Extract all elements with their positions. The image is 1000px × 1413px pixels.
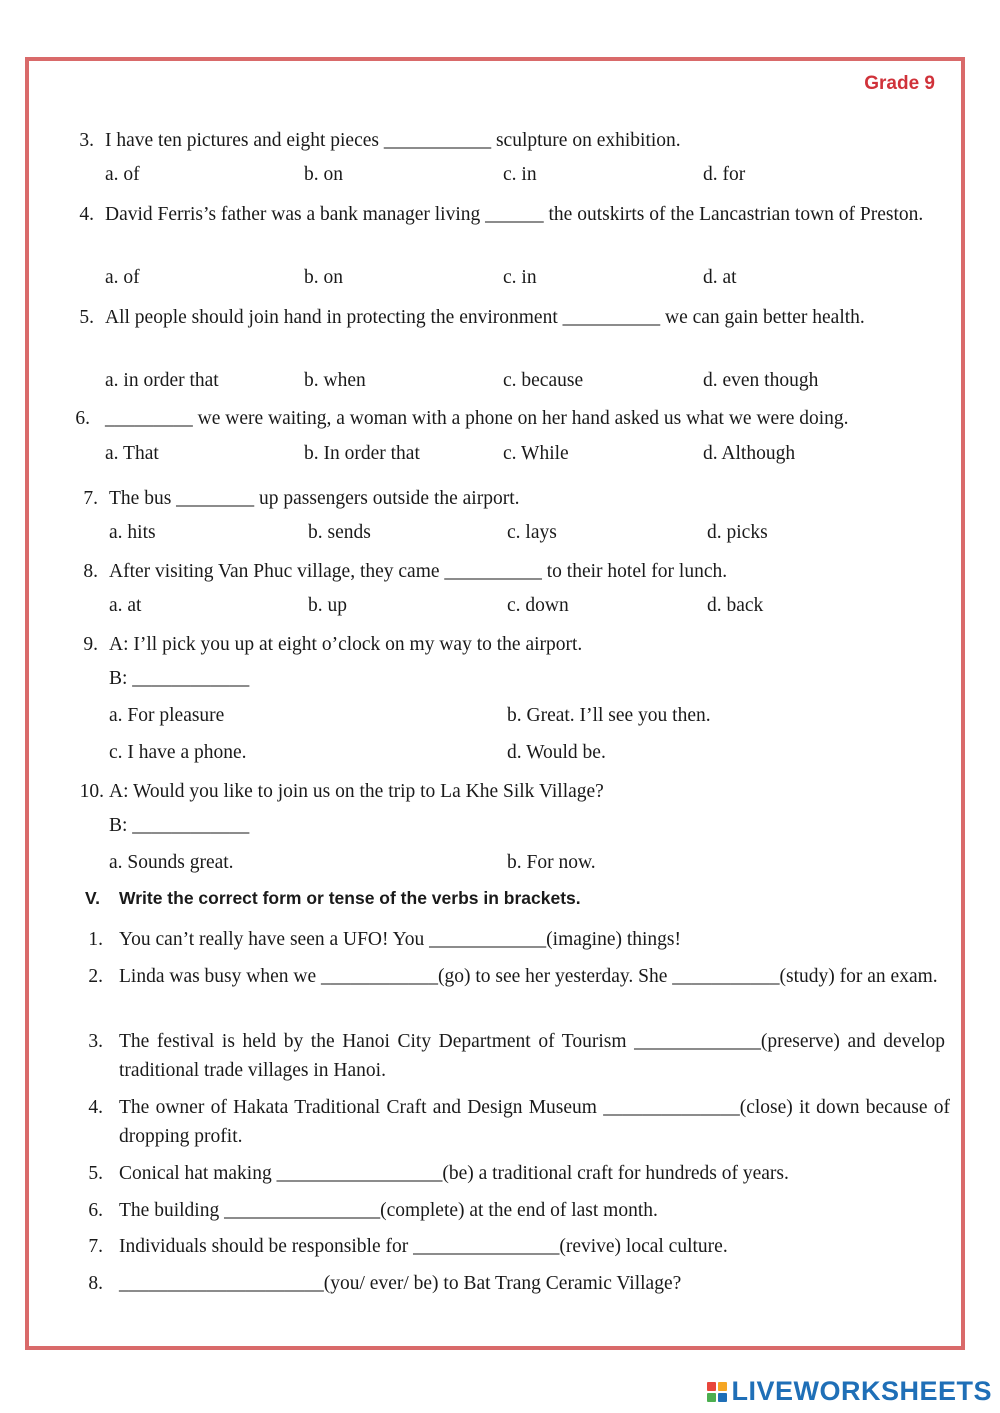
item-text[interactable]: The owner of Hakata Traditional Craft and Design Museum ______________(close) it down because of dropping profit.	[119, 1097, 950, 1147]
option[interactable]: b. For now.	[507, 852, 596, 873]
question-number: 6.	[75, 408, 90, 429]
question-text: A: I’ll pick you up at eight o’clock on my way to the airport.	[109, 634, 583, 655]
page-border	[25, 57, 965, 1350]
option[interactable]: d. at	[703, 267, 737, 288]
item-number: 8.	[88, 1273, 103, 1294]
item-text[interactable]: The building ________________(complete) at the end of last month.	[119, 1200, 658, 1221]
question-text: David Ferris’s father was a bank manager living ______ the outskirts of the Lancastrian town of Preston.	[105, 204, 924, 225]
option[interactable]: c. While	[503, 443, 569, 464]
option[interactable]: d. picks	[707, 522, 768, 543]
option[interactable]: c. down	[507, 595, 569, 616]
option[interactable]: a. For pleasure	[109, 705, 225, 726]
option[interactable]: d. even though	[703, 370, 819, 391]
option[interactable]: a. at	[109, 595, 142, 616]
item-text[interactable]: The festival is held by the Hanoi City Department of Tourism _____________(preserve) and develop traditional trade villages in Hanoi.	[119, 1031, 945, 1081]
question-number: 9.	[83, 634, 98, 655]
option[interactable]: a. of	[105, 267, 140, 288]
option[interactable]: b. Great. I’ll see you then.	[507, 705, 711, 726]
question-number: 10.	[79, 781, 104, 802]
option[interactable]: d. Although	[703, 443, 796, 464]
option[interactable]: c. because	[503, 370, 584, 391]
section-title: Write the correct form or tense of the verbs in brackets.	[119, 888, 581, 908]
option[interactable]: c. in	[503, 267, 537, 288]
option[interactable]: c. I have a phone.	[109, 742, 247, 763]
option[interactable]: b. sends	[308, 522, 371, 543]
option[interactable]: a. in order that	[105, 370, 219, 391]
option[interactable]: c. lays	[507, 522, 557, 543]
brand-name: LIVEWORKSHEETS	[731, 1376, 992, 1406]
option[interactable]: a. hits	[109, 522, 156, 543]
option[interactable]: b. on	[304, 267, 343, 288]
option[interactable]: d. for	[703, 164, 746, 185]
question-text: I have ten pictures and eight pieces ___________ sculpture on exhibition.	[105, 130, 681, 151]
option[interactable]: b. up	[308, 595, 347, 616]
item-number: 1.	[88, 929, 103, 950]
question-text: All people should join hand in protecting the environment __________ we can gain better health.	[105, 307, 865, 328]
option[interactable]: a. That	[105, 443, 159, 464]
question-number: 3.	[79, 130, 94, 151]
question-number: 8.	[83, 561, 98, 582]
question-text: A: Would you like to join us on the trip to La Khe Silk Village?	[109, 781, 604, 802]
option[interactable]: a. of	[105, 164, 140, 185]
item-number: 5.	[88, 1163, 103, 1184]
item-text[interactable]: _____________________(you/ ever/ be) to Bat Trang Ceramic Village?	[119, 1273, 682, 1294]
section-heading	[85, 888, 581, 909]
item-number: 4.	[88, 1097, 103, 1118]
item-text[interactable]: Linda was busy when we ____________(go) to see her yesterday. She ___________(study) for an exam.	[119, 966, 938, 987]
option[interactable]: d. Would be.	[507, 742, 606, 763]
question-text: _________ we were waiting, a woman with a phone on her hand asked us what we were doing.	[105, 408, 849, 429]
question-number: 7.	[83, 488, 98, 509]
option[interactable]: b. on	[304, 164, 343, 185]
grade-label: Grade 9	[864, 73, 935, 94]
item-number: 7.	[88, 1236, 103, 1257]
section-number: V.	[85, 888, 100, 908]
option[interactable]: b. In order that	[304, 443, 420, 464]
item-number: 2.	[88, 966, 103, 987]
answer-line[interactable]: B: ____________	[109, 668, 250, 689]
option[interactable]: c. in	[503, 164, 537, 185]
item-number: 6.	[88, 1200, 103, 1221]
question-text: The bus ________ up passengers outside the airport.	[109, 488, 520, 509]
item-text[interactable]: Conical hat making _________________(be) a traditional craft for hundreds of years.	[119, 1163, 789, 1184]
option[interactable]: a. Sounds great.	[109, 852, 234, 873]
question-number: 4.	[79, 204, 94, 225]
question-number: 5.	[79, 307, 94, 328]
liveworksheets-logo-icon	[707, 1382, 727, 1402]
item-text[interactable]: Individuals should be responsible for _______________(revive) local culture.	[119, 1236, 728, 1257]
option[interactable]: d. back	[707, 595, 764, 616]
answer-line[interactable]: B: ____________	[109, 815, 250, 836]
item-number: 3.	[88, 1031, 103, 1052]
question-text: After visiting Van Phuc village, they came __________ to their hotel for lunch.	[109, 561, 728, 582]
option[interactable]: b. when	[304, 370, 366, 391]
item-text[interactable]: You can’t really have seen a UFO! You ____________(imagine) things!	[119, 929, 682, 950]
brand-watermark	[707, 1376, 992, 1407]
